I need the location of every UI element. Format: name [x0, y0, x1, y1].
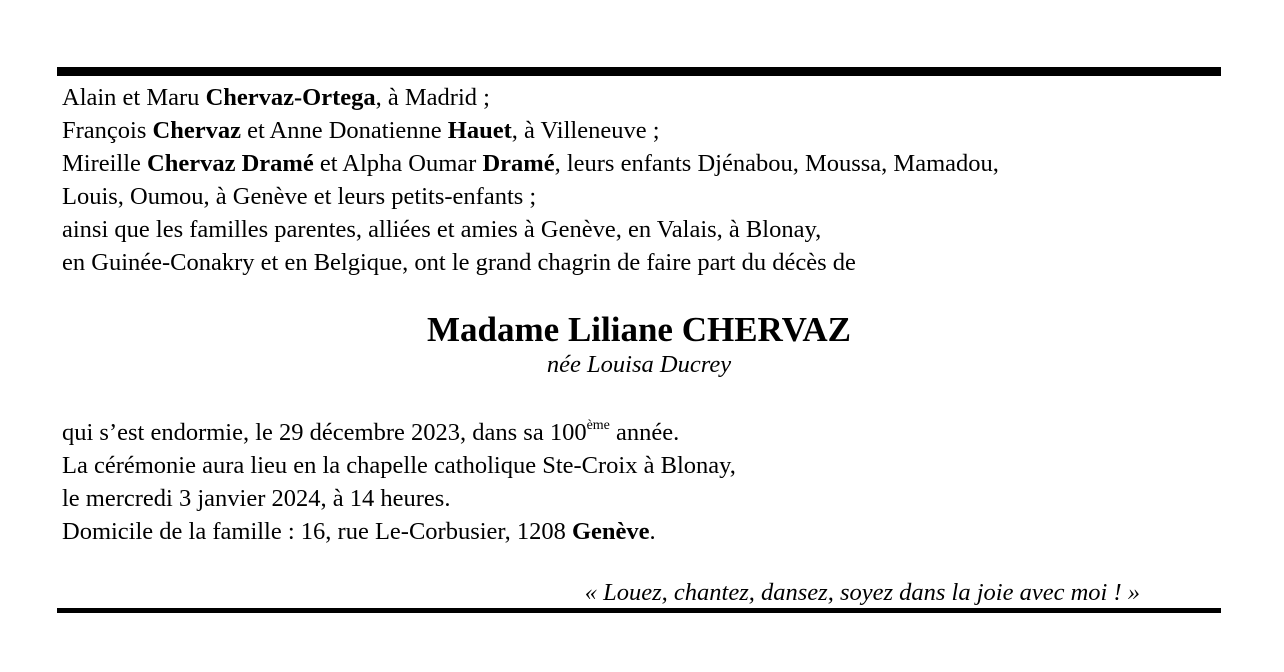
deceased-heading — [0, 308, 1278, 380]
family-line-3: Mireille Chervaz Dramé et Alpha Oumar Dramé, leurs enfants Djénabou, Moussa, Mamadou, — [62, 150, 999, 177]
deceased-name: Madame Liliane CHERVAZ — [427, 310, 851, 349]
top-rule — [57, 67, 1221, 76]
family-line-5: ainsi que les familles parentes, alliées et amies à Genève, en Valais, à Blonay, — [62, 216, 822, 243]
family-name-bold: Chervaz-Ortega — [205, 84, 376, 111]
family-line-1: Alain et Maru Chervaz-Ortega, à Madrid ; — [62, 84, 490, 111]
family-name-bold: Dramé — [482, 150, 555, 177]
maiden-name: née Louisa Ducrey — [546, 351, 732, 378]
details-line-3: le mercredi 3 janvier 2024, à 14 heures. — [62, 485, 451, 512]
family-announcement — [62, 81, 1212, 279]
family-line-6: en Guinée-Conakry et en Belgique, ont le grand chagrin de faire part du décès de — [62, 249, 856, 276]
details-line-1: qui s’est endormie, le 29 décembre 2023, dans sa 100ème année. — [62, 418, 680, 446]
details-line-2: La cérémonie aura lieu en la chapelle catholique Ste-Croix à Blonay, — [62, 452, 736, 479]
family-line-4: Louis, Oumou, à Genève et leurs petits-enfants ; — [62, 183, 537, 210]
details-line-4: Domicile de la famille : 16, rue Le-Corbusier, 1208 Genève. — [62, 518, 656, 545]
family-name-bold: Chervaz — [152, 117, 241, 144]
bottom-rule — [57, 608, 1221, 613]
family-name-bold: Hauet — [447, 117, 512, 144]
closing-quote: « Louez, chantez, dansez, soyez dans la joie avec moi ! » — [584, 579, 1140, 606]
family-line-2: François Chervaz et Anne Donatienne Hauet, à Villeneuve ; — [62, 117, 660, 144]
ceremony-details — [62, 416, 1212, 548]
family-name-bold: Chervaz Dramé — [147, 150, 314, 177]
ordinal-suffix: ème — [586, 418, 610, 433]
city-bold: Genève — [571, 518, 650, 545]
